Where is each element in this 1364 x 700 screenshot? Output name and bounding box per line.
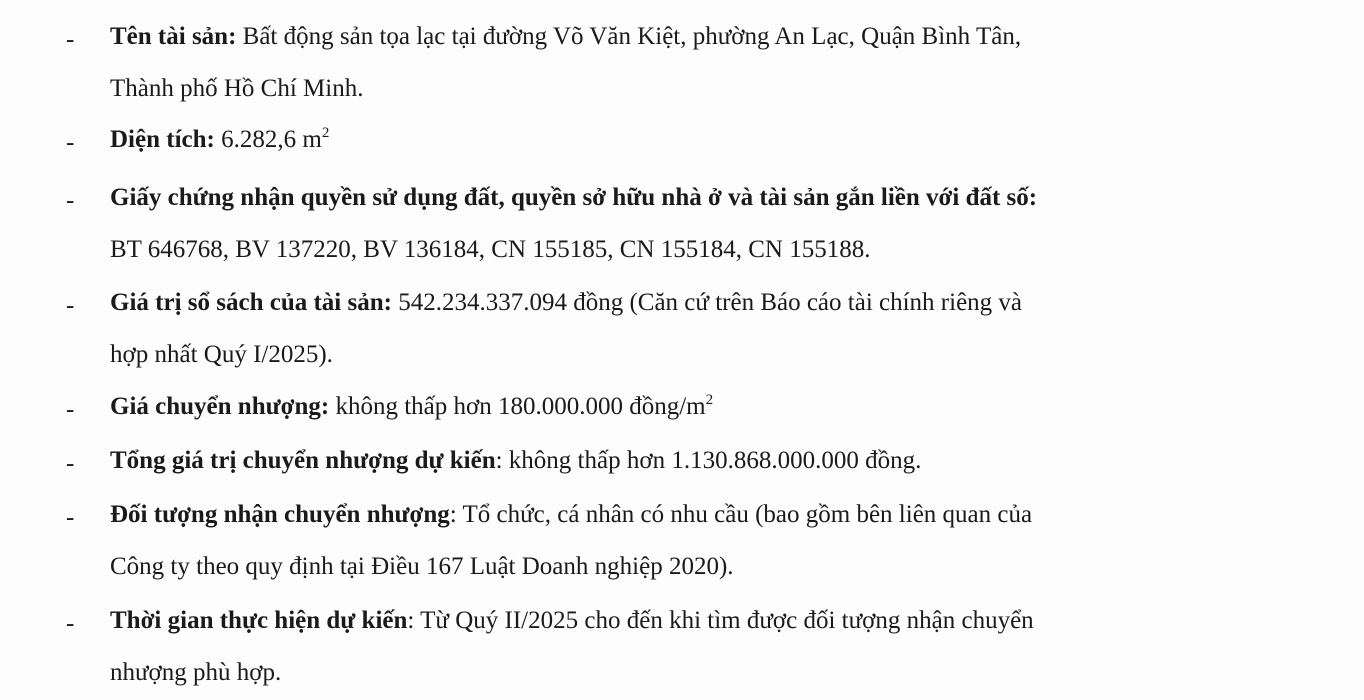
bullet-dash: - (66, 450, 75, 477)
item-line-1 (110, 22, 1021, 52)
item-line-1 (110, 125, 329, 155)
item-text: 542.234.337.094 đồng (Căn cứ trên Báo cáo tài chính riêng và (391, 289, 1023, 316)
bullet-dash: - (66, 129, 75, 156)
superscript: 2 (321, 124, 330, 141)
bullet-dash: - (66, 26, 75, 53)
item-text: không thấp hơn 180.000.000 đồng/m (329, 393, 706, 420)
item-line-2: Thành phố Hồ Chí Minh. (110, 75, 364, 102)
item-label: Tổng giá trị chuyển nhượng dự kiến (110, 447, 496, 474)
bullet-dash: - (66, 504, 75, 531)
superscript: 2 (705, 391, 714, 408)
item-text: Bất động sản tọa lạc tại đường Võ Văn Kiệt, phường An Lạc, Quận Bình Tân, (236, 23, 1022, 50)
item-line-1 (110, 288, 1022, 318)
item-label: Diện tích: (110, 126, 215, 153)
bullet-dash: - (66, 292, 75, 319)
bullet-dash: - (66, 396, 75, 423)
item-line-1 (110, 392, 713, 422)
item-text: : Tổ chức, cá nhân có nhu cầu (bao gồm bên liên quan của (449, 501, 1033, 528)
item-line-1 (110, 500, 1032, 530)
item-line-2: nhượng phù hợp. (110, 659, 282, 686)
item-label: Giá chuyển nhượng: (110, 393, 330, 420)
item-label: Thời gian thực hiện dự kiến (110, 607, 408, 634)
bullet-dash: - (66, 187, 75, 214)
bullet-dash: - (66, 610, 75, 637)
item-line-1 (110, 606, 1034, 636)
item-line-1 (110, 183, 1037, 213)
item-text: 6.282,6 m (214, 126, 322, 153)
item-line-2: Công ty theo quy định tại Điều 167 Luật Doanh nghiệp 2020). (110, 553, 734, 580)
item-label: Giấy chứng nhận quyền sử dụng đất, quyền sở hữu nhà ở và tài sản gắn liền với đất số: (110, 184, 1038, 211)
item-label: Giá trị sổ sách của tài sản: (110, 289, 392, 316)
item-text: : không thấp hơn 1.130.868.000.000 đồng. (495, 447, 922, 474)
item-text: : Từ Quý II/2025 cho đến khi tìm được đối tượng nhận chuyển (407, 607, 1034, 634)
item-line-2: hợp nhất Quý I/2025). (110, 341, 333, 368)
item-line-1 (110, 446, 921, 476)
item-label: Đối tượng nhận chuyển nhượng (110, 501, 450, 528)
item-line-2: BT 646768, BV 137220, BV 136184, CN 155185, CN 155184, CN 155188. (110, 236, 871, 263)
item-label: Tên tài sản: (110, 23, 237, 50)
